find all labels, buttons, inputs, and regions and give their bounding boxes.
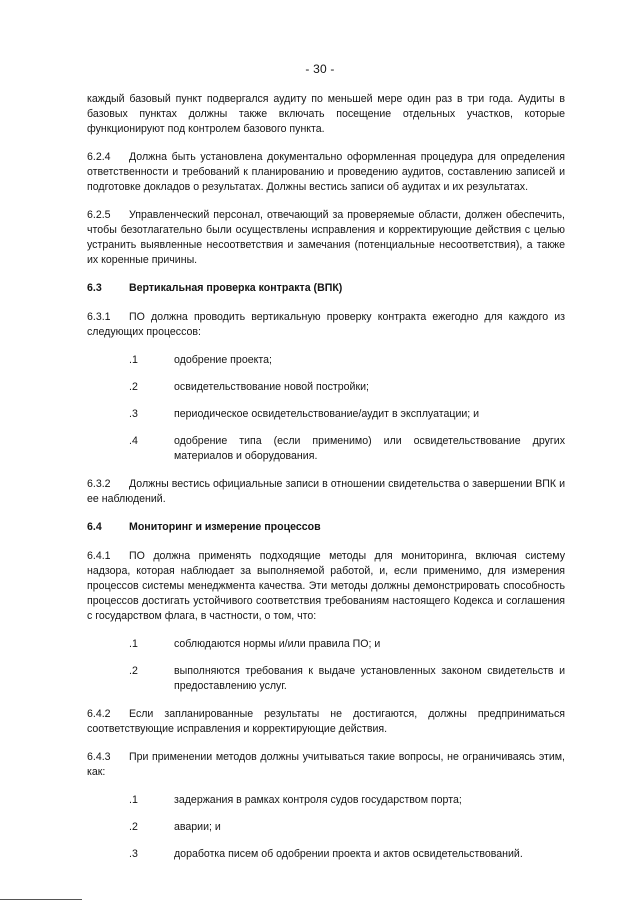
paragraph-number: 6.3.2 bbox=[87, 478, 111, 490]
section-number: 6.4 bbox=[87, 521, 102, 533]
list-item bbox=[87, 380, 565, 395]
section-heading bbox=[87, 520, 565, 535]
paragraph-text: При применении методов должны учитываться такие вопросы, не ограничиваясь этим, как: bbox=[87, 751, 565, 778]
list-item-text: аварии; и bbox=[174, 821, 221, 833]
enumerated-list bbox=[87, 793, 565, 862]
list-item-text: доработка писем об одобрении проекта и актов освидетельствований. bbox=[174, 848, 523, 860]
section-number: 6.3 bbox=[87, 282, 102, 294]
list-item-marker: .2 bbox=[129, 821, 138, 833]
paragraph bbox=[87, 150, 565, 195]
list-item bbox=[87, 793, 565, 808]
list-item-marker: .3 bbox=[129, 408, 138, 420]
list-item bbox=[87, 434, 565, 464]
list-item-marker: .2 bbox=[129, 381, 138, 393]
paragraph-text: Управленческий персонал, отвечающий за проверяемые области, должен обеспечить, чтобы безотлагательно были осуществлены исправления и корректирующие действия с целью устранить выявленные несоответствия и замечания (потенциальные несоответствия), а также их коренные причины. bbox=[87, 209, 565, 266]
footnote-divider bbox=[0, 899, 82, 900]
section-heading bbox=[87, 281, 565, 296]
enumerated-list bbox=[87, 637, 565, 694]
paragraph-number: 6.4.2 bbox=[87, 708, 111, 720]
enumerated-list bbox=[87, 353, 565, 464]
list-item bbox=[87, 820, 565, 835]
paragraph-text: Если запланированные результаты не достигаются, должны предприниматься соответствующие исправления и корректирующие действия. bbox=[87, 708, 565, 735]
list-item-marker: .4 bbox=[129, 435, 138, 447]
section-title: Мониторинг и измерение процессов bbox=[129, 521, 321, 533]
list-item-text: соблюдаются нормы и/или правила ПО; и bbox=[174, 638, 381, 650]
paragraph-number: 6.2.4 bbox=[87, 151, 111, 163]
list-item-text: одобрение проекта; bbox=[174, 354, 272, 366]
paragraph-text: ПО должна проводить вертикальную проверку контракта ежегодно для каждого из следующих процессов: bbox=[87, 311, 565, 338]
paragraph bbox=[87, 92, 565, 137]
list-item-text: освидетельствование новой постройки; bbox=[174, 381, 369, 393]
list-item-marker: .1 bbox=[129, 794, 138, 806]
list-item-marker: .3 bbox=[129, 848, 138, 860]
paragraph-text: каждый базовый пункт подвергался аудиту по меньшей мере один раз в три года. Аудиты в базовых пунктах должны также включать посещение отдельных участков, которые функционируют под контролем базового пункта. bbox=[87, 93, 565, 135]
paragraph-number: 6.4.1 bbox=[87, 550, 111, 562]
list-item-marker: .2 bbox=[129, 665, 138, 677]
paragraph bbox=[87, 707, 565, 737]
list-item bbox=[87, 847, 565, 862]
paragraph-number: 6.3.1 bbox=[87, 311, 111, 323]
page-number: - 30 - bbox=[305, 62, 335, 76]
list-item-text: периодическое освидетельствование/аудит в эксплуатации; и bbox=[174, 408, 480, 420]
paragraph bbox=[87, 208, 565, 268]
list-item-text: одобрение типа (если применимо) или освидетельствование других материалов и оборудования. bbox=[174, 435, 565, 462]
paragraph bbox=[87, 477, 565, 507]
section-title: Вертикальная проверка контракта (ВПК) bbox=[129, 282, 343, 294]
paragraph bbox=[87, 750, 565, 780]
paragraph-text: ПО должна применять подходящие методы для мониторинга, включая систему надзора, которая наблюдает за выполняемой работой, и, если применимо, для измерения процессов системы менеджмента качества. Эти методы должны демонстрировать способность процессов достигать устойчивого соответствия требованиям настоящего Кодекса и соглашения с государством флага, в частности, о том, что: bbox=[87, 550, 565, 622]
list-item-text: выполняются требования к выдаче установленных законом свидетельств и предоставлению услуг. bbox=[174, 665, 565, 692]
list-item bbox=[87, 637, 565, 652]
list-item bbox=[87, 664, 565, 694]
paragraph bbox=[87, 310, 565, 340]
paragraph-text: Должна быть установлена документально оформленная процедура для определения ответственности и требований к планированию и проведению аудитов, составлению записей и подготовке докладов о результатах. Должны вестись записи об аудитах и их результатах. bbox=[87, 151, 565, 193]
list-item bbox=[87, 407, 565, 422]
list-item bbox=[87, 353, 565, 368]
list-item-marker: .1 bbox=[129, 638, 138, 650]
list-item-text: задержания в рамках контроля судов государством порта; bbox=[174, 794, 462, 806]
list-item-marker: .1 bbox=[129, 354, 138, 366]
paragraph-text: Должны вестись официальные записи в отношении свидетельства о завершении ВПК и ее наблюдений. bbox=[87, 478, 565, 505]
paragraph bbox=[87, 549, 565, 624]
paragraph-number: 6.4.3 bbox=[87, 751, 111, 763]
document-body bbox=[87, 92, 565, 875]
paragraph-number: 6.2.5 bbox=[87, 209, 111, 221]
